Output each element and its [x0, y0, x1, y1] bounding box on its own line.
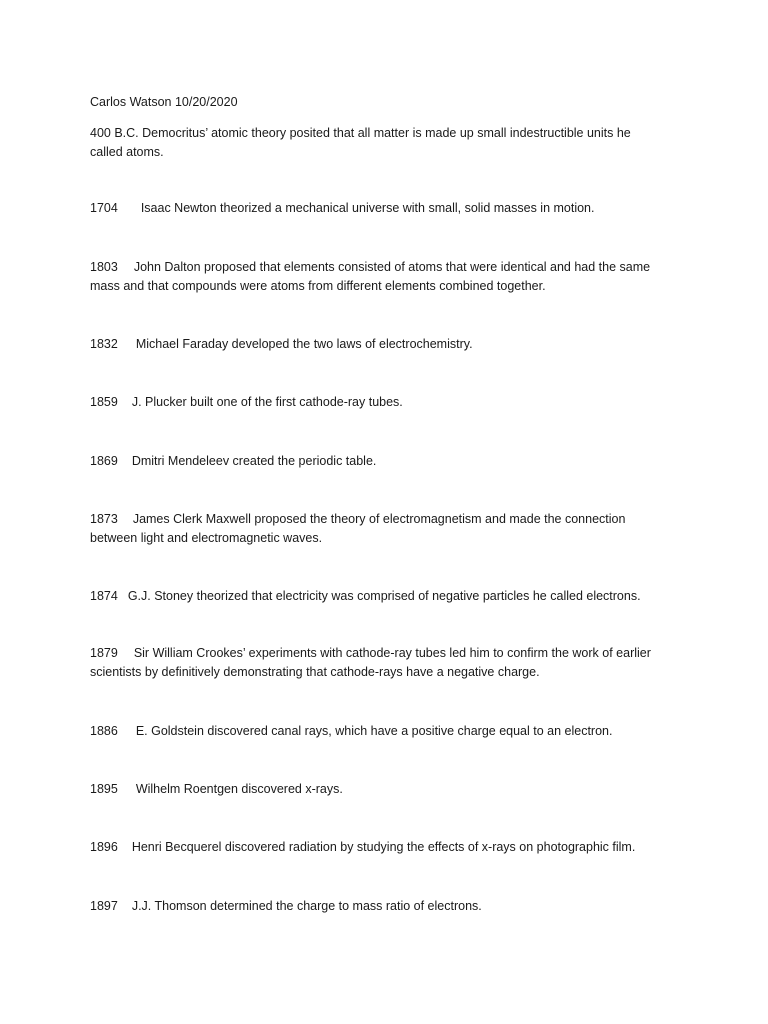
timeline-entry — [90, 510, 650, 548]
entry-text: Henri Becquerel discovered radiation by studying the effects of x-rays on photographic film. — [131, 840, 636, 854]
timeline-entry — [90, 722, 690, 741]
entry-year: 1873 — [90, 512, 118, 526]
entry-year: 1869 — [90, 454, 118, 468]
timeline-entry — [90, 644, 680, 682]
entry-text: G.J. Stoney theorized that electricity was comprised of negative particles he called electrons. — [127, 589, 641, 603]
intro-paragraph: 400 B.C. Democritus’ atomic theory posited that all matter is made up small indestructible units he called atoms. — [90, 126, 631, 159]
entry-year: 1896 — [90, 840, 118, 854]
entry-year: 1895 — [90, 782, 118, 796]
timeline-entry — [90, 452, 690, 471]
entry-text: John Dalton proposed that elements consisted of atoms that were identical and had the same mass and that compounds were atoms from different elements combined together. — [90, 260, 651, 293]
timeline-entry — [90, 199, 690, 218]
entry-year: 1886 — [90, 724, 118, 738]
entry-text: Isaac Newton theorized a mechanical universe with small, solid masses in motion. — [140, 201, 595, 215]
entry-text: J. Plucker built one of the first cathode-ray tubes. — [131, 395, 403, 409]
entry-year: 1874 — [90, 589, 118, 603]
timeline-entry — [90, 838, 690, 857]
timeline-entry — [90, 393, 690, 412]
document-header: Carlos Watson 10/20/2020 — [90, 95, 238, 109]
entry-year: 1859 — [90, 395, 118, 409]
timeline-entry — [90, 897, 690, 916]
entry-text: Dmitri Mendeleev created the periodic table. — [131, 454, 377, 468]
entry-text: J.J. Thomson determined the charge to mass ratio of electrons. — [131, 899, 482, 913]
entry-year: 1832 — [90, 337, 118, 351]
timeline-entry — [90, 335, 690, 354]
entry-text: Wilhelm Roentgen discovered x-rays. — [135, 782, 343, 796]
entry-year: 1803 — [90, 260, 118, 274]
entry-text: E. Goldstein discovered canal rays, which have a positive charge equal to an electron. — [135, 724, 613, 738]
entry-year: 1879 — [90, 646, 118, 660]
timeline-entry — [90, 258, 680, 296]
entry-year: 1897 — [90, 899, 118, 913]
timeline-entry — [90, 780, 690, 799]
timeline-entry — [90, 587, 690, 606]
entry-text: James Clerk Maxwell proposed the theory of electromagnetism and made the connection between light and electromagnetic waves. — [90, 512, 626, 545]
entry-year: 1704 — [90, 201, 118, 215]
entry-text: Michael Faraday developed the two laws of electrochemistry. — [135, 337, 473, 351]
entry-text: Sir William Crookes’ experiments with cathode-ray tubes led him to confirm the work of earlier scientists by definitively demonstrating that cathode-rays have a negative charge. — [90, 646, 651, 679]
